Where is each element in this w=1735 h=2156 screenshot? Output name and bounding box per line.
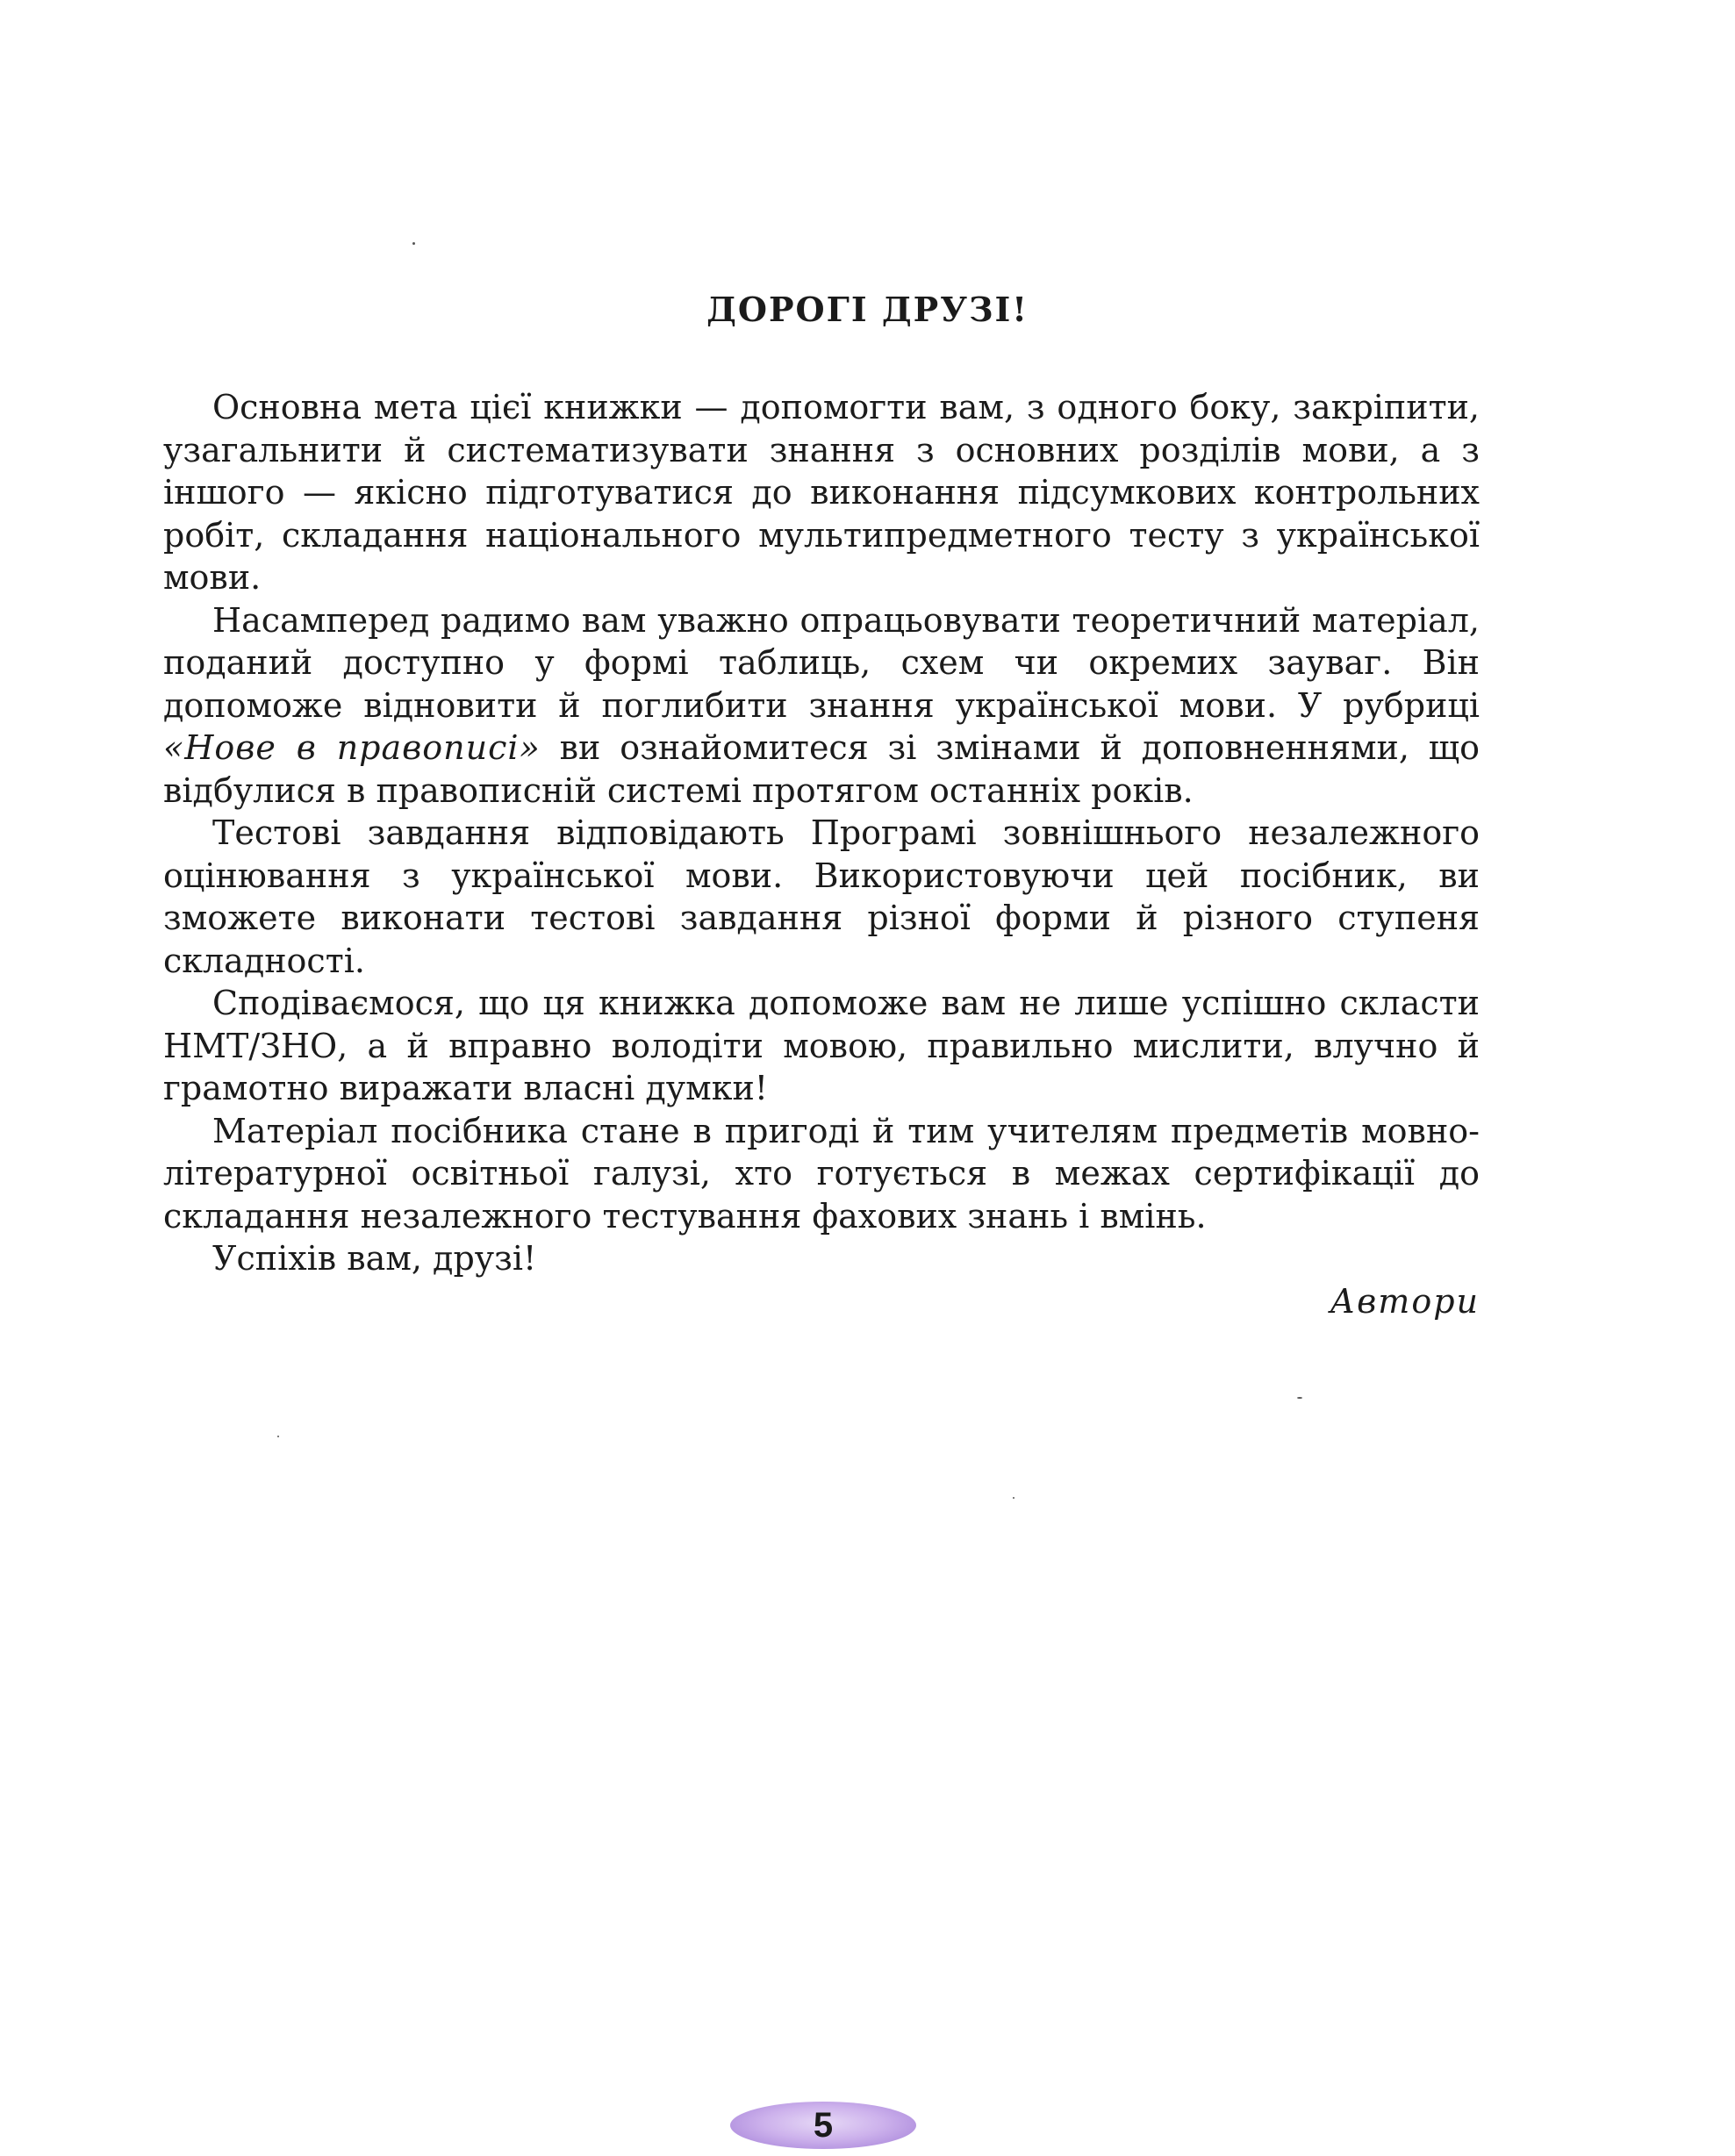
print-speck bbox=[1013, 1497, 1014, 1499]
paragraph-purpose: Основна мета цієї книжки — допомогти вам, з одного боку, закріпити, узагальнити й систематизувати знання з основних розділів мови, а з іншого — якісно підготуватися до виконання підсумкових контрольних робіт, складання національного мультипредметного тесту з української мови. bbox=[163, 388, 1480, 597]
print-speck bbox=[412, 242, 415, 245]
print-speck bbox=[277, 1436, 279, 1437]
paragraph-teachers: Матеріал посібника стане в пригоді й тим учителям предметів мовно-літературної освітньої галузі, хто готується в межах сертифікації до складання незалежного тестування фахових знань і вмінь. bbox=[163, 1111, 1480, 1236]
rubric-name: «Нове в правописі» bbox=[163, 728, 541, 767]
page-title: ДОРОГІ ДРУЗІ! bbox=[706, 290, 1029, 329]
paragraph-wishes: Успіхів вам, друзі! bbox=[212, 1239, 537, 1278]
page-number: 5 bbox=[813, 2105, 834, 2145]
paragraph-theory-text-end: ви ознайомитеся зі змінами й доповненнями, що відбулися в правописній системі протягом останніх років. bbox=[163, 728, 1480, 810]
paragraph-tests: Тестові завдання відповідають Програмі зовнішнього незалежного оцінювання з української мови. Використовуючи цей посібник, ви зможете виконати тестові завдання різної форми й різного ступеня складності. bbox=[163, 813, 1480, 980]
paragraph-hope: Сподіваємося, що ця книжка допоможе вам не лише успішно скласти НМТ/ЗНО, а й вправно володіти мовою, правильно мислити, влучно й грамотно виражати власні думки! bbox=[163, 984, 1480, 1107]
paragraph-theory-text-start: Насамперед радимо вам уважно опрацьовувати теоретичний матеріал, поданий доступно у формі таблиць, схем чи окремих зауваг. Він допоможе відновити й поглибити знання української мови. У рубриці bbox=[163, 600, 1480, 725]
print-speck bbox=[1297, 1397, 1302, 1399]
page-number-badge bbox=[730, 2102, 916, 2149]
signature: Автори bbox=[1330, 1281, 1480, 1321]
body-text bbox=[163, 386, 1480, 1322]
paragraph-theory bbox=[163, 599, 1480, 813]
